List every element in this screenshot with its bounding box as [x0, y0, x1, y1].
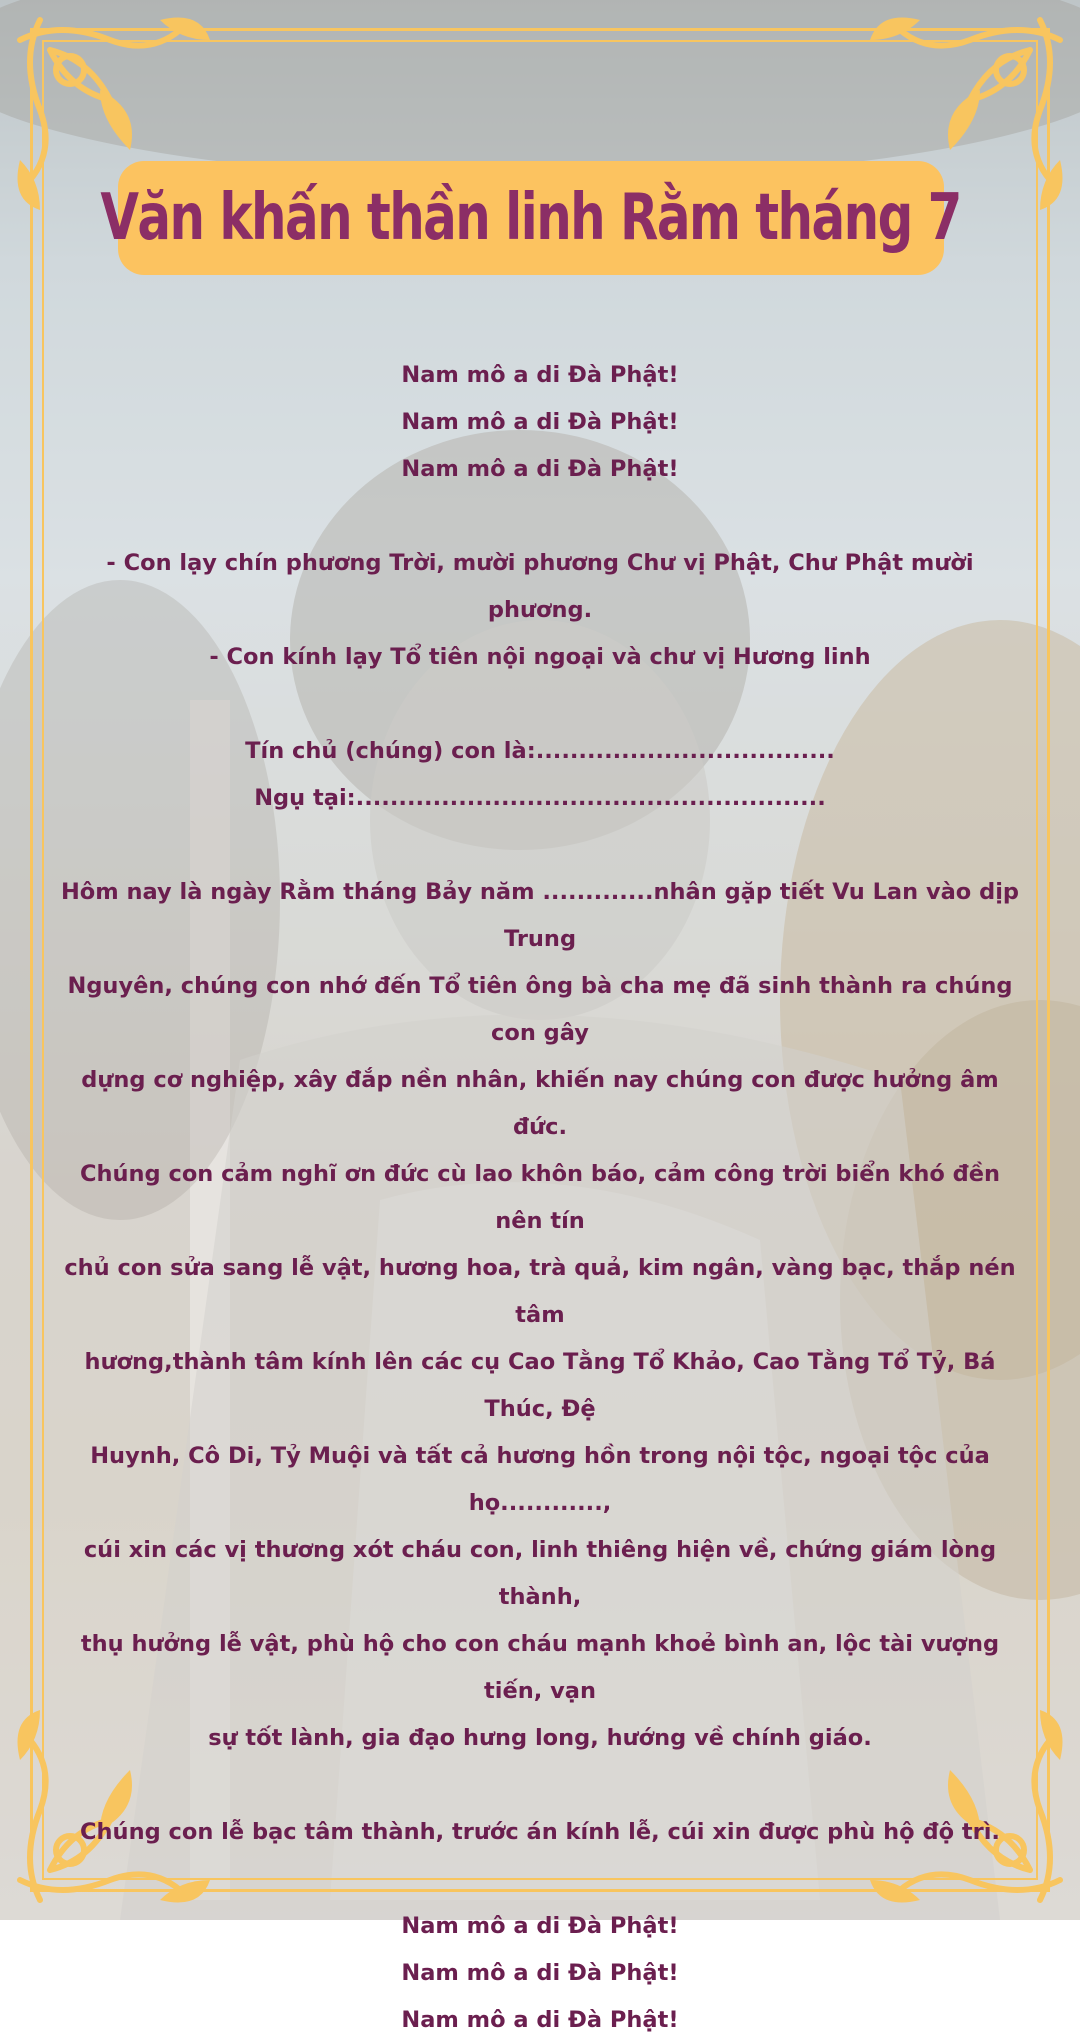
- chant-line: Nam mô a di Đà Phật!: [401, 409, 679, 435]
- chant-line: Nam mô a di Đà Phật!: [401, 1960, 679, 1986]
- prayer-line: hương,thành tâm kính lên các cụ Cao Tằng Tổ Khảo, Cao Tằng Tổ Tỷ, Bá Thúc, Đệ: [84, 1349, 996, 1422]
- salutation-line: - Con kính lạy Tổ tiên nội ngoại và chư vị Hương linh: [209, 644, 871, 670]
- prayer-line: Nguyên, chúng con nhớ đến Tổ tiên ông bà cha mẹ đã sinh thành ra chúng con gây: [67, 973, 1013, 1046]
- prayer-line: Chúng con cảm nghĩ ơn đức cù lao khôn báo, cảm công trời biển khó đền nên tín: [79, 1161, 1001, 1234]
- info-line: Ngụ tại:.......................................................: [254, 785, 826, 811]
- closing-line: Chúng con lễ bạc tâm thành, trước án kính lễ, cúi xin được phù hộ độ trì.: [80, 1819, 1000, 1845]
- prayer-text: [56, 352, 1024, 2044]
- chant-line: Nam mô a di Đà Phật!: [401, 362, 679, 388]
- opening-chants: [56, 352, 1024, 493]
- page-title: Văn khấn thần linh Rằm tháng 7: [100, 181, 962, 255]
- chant-line: Nam mô a di Đà Phật!: [401, 2007, 679, 2033]
- info-line: Tín chủ (chúng) con là:...................................: [245, 738, 835, 764]
- salutations: [56, 540, 1024, 681]
- closing-chants: [56, 1903, 1024, 2044]
- chant-line: Nam mô a di Đà Phật!: [401, 1913, 679, 1939]
- chant-line: Nam mô a di Đà Phật!: [401, 456, 679, 482]
- prayer-line: cúi xin các vị thương xót cháu con, linh thiêng hiện về, chứng giám lòng thành,: [83, 1537, 997, 1610]
- prayer-line: dựng cơ nghiệp, xây đắp nền nhân, khiến nay chúng con được hưởng âm đức.: [81, 1067, 999, 1140]
- prayer-line: sự tốt lành, gia đạo hưng long, hướng về chính giáo.: [208, 1725, 872, 1751]
- prayer-line: chủ con sửa sang lễ vật, hương hoa, trà quả, kim ngân, vàng bạc, thắp nén tâm: [64, 1255, 1016, 1328]
- info-block: [56, 728, 1024, 822]
- prayer-line: Hôm nay là ngày Rằm tháng Bảy năm .............nhân gặp tiết Vu Lan vào dịp Trung: [60, 879, 1020, 952]
- salutation-line: - Con lạy chín phương Trời, mười phương Chư vị Phật, Chư Phật mười phương.: [106, 550, 974, 623]
- prayer-line: thụ hưởng lễ vật, phù hộ cho con cháu mạnh khoẻ bình an, lộc tài vượng tiến, vạn: [80, 1631, 1000, 1704]
- prayer-line: Huynh, Cô Di, Tỷ Muội và tất cả hương hồn trong nội tộc, ngoại tộc của họ............,: [90, 1443, 990, 1516]
- title-banner: [100, 161, 962, 275]
- prayer-paragraph: [56, 869, 1024, 1762]
